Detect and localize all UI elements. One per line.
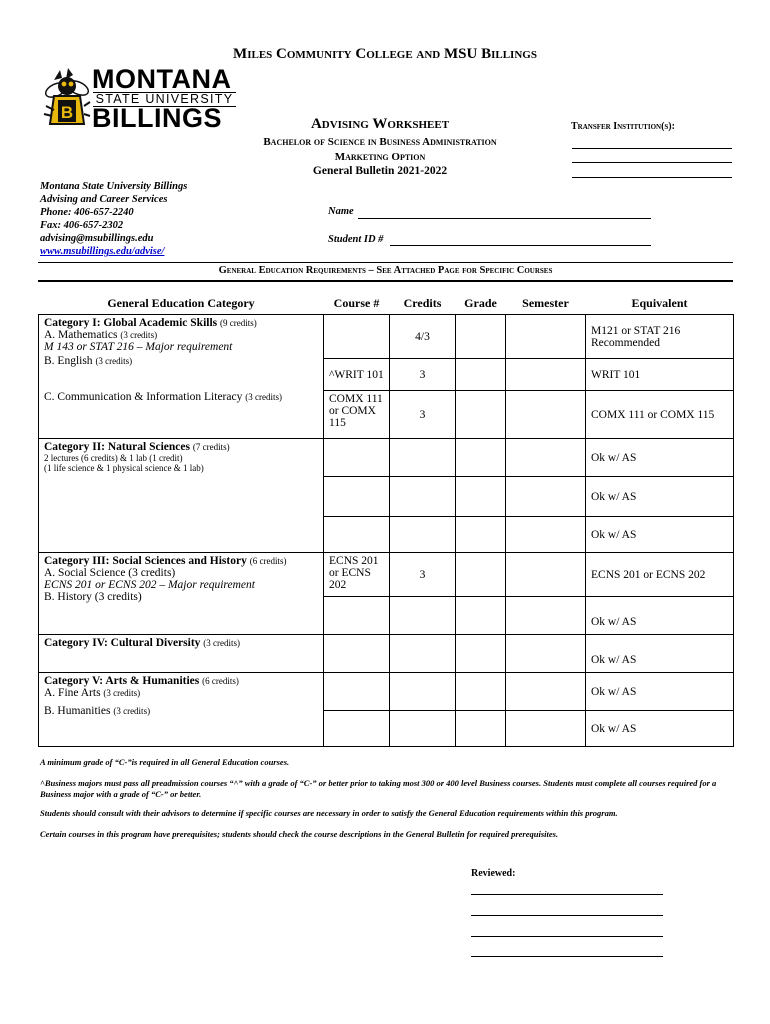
reviewed-line-2[interactable]	[471, 915, 663, 916]
transfer-line-2[interactable]	[572, 162, 732, 163]
col-header-category: General Education Category	[107, 295, 255, 310]
contact-email: advising@msubillings.edu	[40, 233, 154, 244]
cat1-cell	[39, 315, 324, 439]
humanities-semester-cell[interactable]	[506, 711, 586, 747]
name-label: Name	[328, 206, 354, 217]
math-equivalent-cell: M121 or STAT 216 Recommended	[586, 315, 734, 359]
fine-arts-course-cell[interactable]	[324, 673, 390, 711]
cat1-english-label: B. English	[44, 355, 93, 367]
social-course-cell: ECNS 201 or ECNS 202	[324, 553, 390, 597]
student-id-field[interactable]	[390, 245, 651, 246]
math-credits-cell: 4/3	[390, 315, 456, 359]
contact-dept: Advising and Career Services	[40, 194, 168, 205]
cat1-math-requirement: M 143 or STAT 216 – Major requirement	[44, 341, 233, 353]
comm-equivalent-cell: COMX 111 or COMX 115	[586, 391, 734, 439]
reviewed-label: Reviewed:	[471, 868, 516, 879]
sci3-grade-cell[interactable]	[456, 517, 506, 553]
fine-arts-semester-cell[interactable]	[506, 673, 586, 711]
sci2-equivalent-cell: Ok w/ AS	[586, 477, 734, 517]
cat4-credits: (3 credits)	[203, 638, 241, 648]
transfer-line-3[interactable]	[572, 177, 732, 178]
table-row	[39, 315, 734, 359]
sci1-course-cell[interactable]	[324, 439, 390, 477]
col-header-semester: Semester	[522, 295, 569, 310]
cat1-title: Category I: Global Academic Skills	[44, 317, 218, 329]
msub-logo	[40, 64, 240, 133]
fine-arts-grade-cell[interactable]	[456, 673, 506, 711]
logo-wordmark-billings: BILLINGS	[92, 103, 222, 133]
english-equivalent-cell: WRIT 101	[586, 359, 734, 391]
cat3-social-label: A. Social Science (3 credits)	[44, 567, 176, 579]
humanities-equivalent-cell: Ok w/ AS	[586, 711, 734, 747]
fine-arts-equivalent-cell: Ok w/ AS	[586, 673, 734, 711]
social-credits-cell: 3	[390, 553, 456, 597]
reviewed-line-4[interactable]	[471, 956, 663, 957]
humanities-grade-cell[interactable]	[456, 711, 506, 747]
sci2-grade-cell[interactable]	[456, 477, 506, 517]
cat2-note-2: (1 life science & 1 physical science & 1 lab)	[44, 463, 204, 473]
math-grade-cell[interactable]	[456, 315, 506, 359]
cat1-math-credits: (3 credits)	[120, 330, 158, 340]
yellowjacket-mascot-icon	[40, 66, 92, 130]
gen-ed-section-heading: General Education Requirements – See Attached Page for Specific Courses	[38, 262, 733, 282]
reviewed-line-3[interactable]	[471, 936, 663, 937]
worksheet-title: Advising Worksheet	[310, 116, 450, 132]
cat5-credits: (6 credits)	[202, 676, 239, 686]
bulletin-year: General Bulletin 2021-2022	[312, 165, 448, 177]
table-row	[39, 553, 734, 597]
english-grade-cell[interactable]	[456, 359, 506, 391]
social-semester-cell[interactable]	[506, 553, 586, 597]
table-header-row	[39, 292, 734, 315]
cat1-comm-credits: (3 credits)	[245, 392, 282, 402]
humanities-credits-cell[interactable]	[390, 711, 456, 747]
sci3-equivalent-cell: Ok w/ AS	[586, 517, 734, 553]
name-field[interactable]	[358, 218, 651, 219]
fine-arts-credits-cell[interactable]	[390, 673, 456, 711]
history-grade-cell[interactable]	[456, 597, 506, 635]
contact-phone: Phone: 406-657-2240	[40, 207, 134, 218]
cat3-cell	[39, 553, 324, 635]
cat1-comm-label: C. Communication & Information Literacy	[44, 391, 243, 403]
cat2-title: Category II: Natural Sciences	[44, 441, 190, 453]
diversity-credits-cell[interactable]	[390, 635, 456, 673]
sci2-credits-cell[interactable]	[390, 477, 456, 517]
humanities-course-cell[interactable]	[324, 711, 390, 747]
table-row	[39, 635, 734, 673]
cat5-humanities-credits: (3 credits)	[113, 706, 151, 716]
comm-grade-cell[interactable]	[456, 391, 506, 439]
student-id-label: Student ID #	[328, 234, 384, 245]
transfer-institution-label: Transfer Institution(s):	[571, 121, 675, 132]
reviewed-line-1[interactable]	[471, 894, 663, 895]
cat4-cell	[39, 635, 324, 673]
cat5-cell	[39, 673, 324, 747]
cat3-credits: (6 credits)	[249, 556, 287, 566]
option-name: Marketing Option	[334, 151, 426, 163]
sci1-equivalent-cell: Ok w/ AS	[586, 439, 734, 477]
social-grade-cell[interactable]	[456, 553, 506, 597]
cat5-title: Category V: Arts & Humanities	[44, 675, 200, 687]
col-header-credits: Credits	[403, 295, 442, 310]
note-preadmission: ^Business majors must pass all preadmission courses “^” with a grade of “C-” or better prior to taking most 300 or 400 level Business courses. Students must complete all courses required for a Business major with a grade of “C-” or better.	[40, 778, 717, 799]
table-row	[39, 439, 734, 477]
col-header-equivalent: Equivalent	[631, 295, 688, 310]
social-equivalent-cell: ECNS 201 or ECNS 202	[586, 553, 734, 597]
transfer-line-1[interactable]	[572, 148, 732, 149]
cat2-note-1: 2 lectures (6 credits) & 1 lab (1 credit)	[44, 453, 183, 463]
advise-link[interactable]: www.msubillings.edu/advise/	[40, 246, 165, 257]
comm-semester-cell[interactable]	[506, 391, 586, 439]
note-minimum-grade: A minimum grade of “C-”is required in all General Education courses.	[40, 757, 290, 767]
sci2-semester-cell[interactable]	[506, 477, 586, 517]
cat5-fine-arts-label: A. Fine Arts	[44, 687, 101, 699]
diversity-course-cell[interactable]	[324, 635, 390, 673]
cat5-humanities-label: B. Humanities	[44, 705, 111, 717]
cat1-english-credits: (3 credits)	[95, 356, 133, 366]
cat1-math-label: A. Mathematics	[44, 329, 118, 341]
english-semester-cell[interactable]	[506, 359, 586, 391]
cat3-social-requirement: ECNS 201 or ECNS 202 – Major requirement	[44, 579, 255, 591]
math-semester-cell[interactable]	[506, 315, 586, 359]
history-credits-cell[interactable]	[390, 597, 456, 635]
sci3-credits-cell[interactable]	[390, 517, 456, 553]
history-equivalent-cell: Ok w/ AS	[586, 597, 734, 635]
history-semester-cell[interactable]	[506, 597, 586, 635]
comm-course-cell: COMX 111 or COMX 115	[324, 391, 390, 439]
history-course-cell[interactable]	[324, 597, 390, 635]
cat2-credits: (7 credits)	[192, 442, 230, 452]
document-heading: Miles Community College and MSU Billings	[233, 46, 537, 62]
english-course-cell: ^WRIT 101	[324, 359, 390, 391]
english-credits-cell: 3	[390, 359, 456, 391]
logo-wordmark-state-university: STATE UNIVERSITY	[93, 92, 236, 107]
sci1-grade-cell[interactable]	[456, 439, 506, 477]
cat3-title: Category III: Social Sciences and History	[44, 555, 247, 567]
note-consult-advisors: Students should consult with their advisors to determine if specific courses are necessary in order to satisfy the General Education requirements within this program.	[40, 808, 618, 818]
table-row	[39, 673, 734, 711]
comm-credits-cell: 3	[390, 391, 456, 439]
logo-wordmark-montana: MONTANA	[92, 64, 232, 94]
cat5-fine-arts-credits: (3 credits)	[103, 688, 141, 698]
contact-fax: Fax: 406-657-2302	[40, 220, 124, 231]
col-header-course: Course #	[333, 295, 380, 310]
cat3-history-label: B. History (3 credits)	[44, 591, 142, 603]
gen-ed-table	[38, 292, 734, 747]
col-header-grade: Grade	[464, 295, 497, 310]
cat2-cell	[39, 439, 324, 553]
sci3-semester-cell[interactable]	[506, 517, 586, 553]
svg-text:B: B	[60, 103, 74, 122]
sci1-semester-cell[interactable]	[506, 439, 586, 477]
sci3-course-cell[interactable]	[324, 517, 390, 553]
cat1-credits: (9 credits)	[220, 318, 257, 328]
diversity-grade-cell[interactable]	[456, 635, 506, 673]
cat4-title: Category IV: Cultural Diversity	[44, 637, 201, 649]
sci1-credits-cell[interactable]	[390, 439, 456, 477]
contact-org: Montana State University Billings	[40, 181, 188, 192]
degree-name: Bachelor of Science in Business Administration	[263, 136, 497, 148]
diversity-semester-cell[interactable]	[506, 635, 586, 673]
note-prerequisites: Certain courses in this program have prerequisites; students should check the course descriptions in the General Bulletin for required prerequisites.	[40, 829, 559, 839]
diversity-equivalent-cell: Ok w/ AS	[586, 635, 734, 673]
sci2-course-cell[interactable]	[324, 477, 390, 517]
math-course-cell[interactable]	[324, 315, 390, 359]
